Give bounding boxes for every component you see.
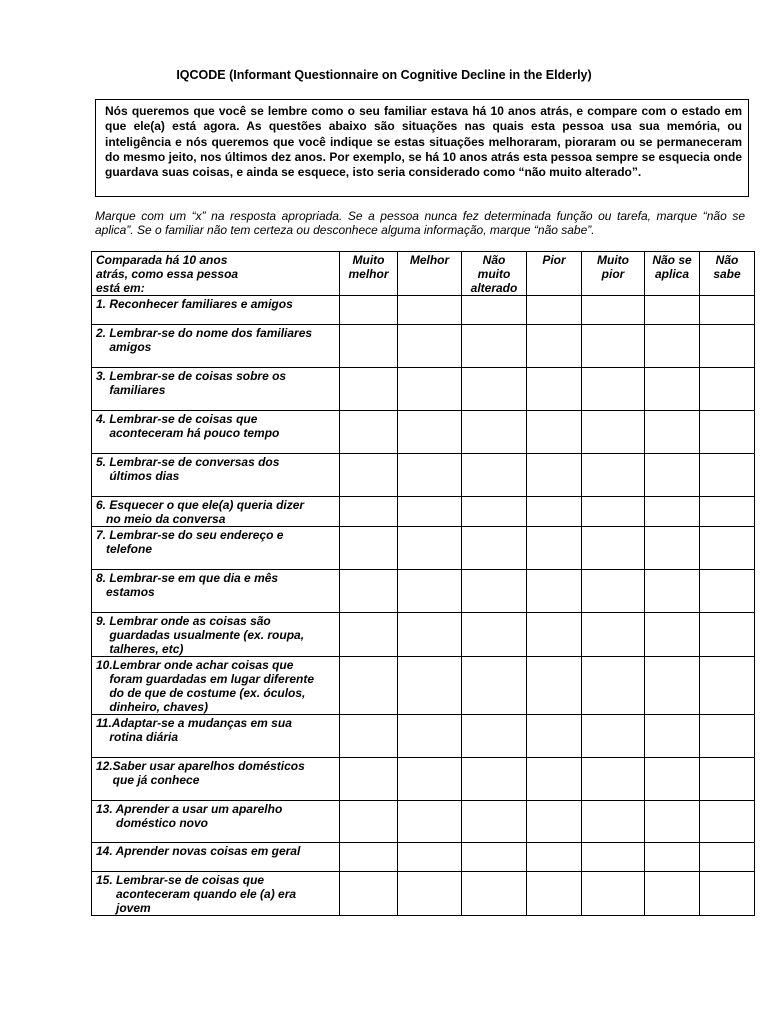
answer-cell-melhor[interactable] [398,368,462,411]
column-header-line: muito [477,267,511,281]
column-header-line: melhor [348,267,389,281]
table-row [92,613,755,657]
question-item-13 [92,801,340,843]
answer-cell-nao-muito-alterado[interactable] [462,758,527,801]
question-text-line: aconteceram há pouco tempo [96,426,280,440]
question-text-line: 10.Lembrar onde achar coisas que [96,658,294,672]
column-header-line: Muito [352,253,385,267]
answer-cell-nao-muito-alterado[interactable] [462,715,527,758]
answer-cell-muito-melhor[interactable] [340,325,398,368]
answer-cell-muito-melhor[interactable] [340,872,398,916]
question-item-8 [92,570,340,613]
answer-cell-melhor[interactable] [398,758,462,801]
question-item-10 [92,657,340,715]
header-label-line: Comparada há 10 anos [96,253,228,267]
answer-cell-nao-sabe[interactable] [700,715,755,758]
answer-cell-nao-se-aplica[interactable] [645,296,700,325]
answer-cell-muito-melhor[interactable] [340,758,398,801]
answer-cell-pior[interactable] [527,368,582,411]
question-item-3 [92,368,340,411]
intro-text: Nós queremos que você se lembre como o seu familiar estava há 10 anos atrás, e compare com o estado em que ele(a) está agora. As questões abaixo são situações nas quais esta pessoa usa sua memória, ou inteligência e nós queremos que você indique se estas situações melhoraram, pioraram ou se permaneceram do mesmo jeito, nos últimos dez anos. Por exemplo, se há 10 anos atrás esta pessoa sempre se esquecia onde guardava suas coisas, e ainda se esquece, isto seria considerado como “não muito alterado”. [105,104,742,180]
table-row [92,715,755,758]
answer-cell-muito-pior[interactable] [582,872,645,916]
answer-cell-nao-muito-alterado[interactable] [462,872,527,916]
answer-cell-melhor[interactable] [398,872,462,916]
answer-cell-pior[interactable] [527,570,582,613]
answer-cell-nao-se-aplica[interactable] [645,497,700,527]
answer-cell-muito-pior[interactable] [582,497,645,527]
answer-cell-pior[interactable] [527,801,582,843]
column-header-line: aplica [654,267,690,281]
answer-cell-muito-melhor[interactable] [340,497,398,527]
answer-cell-nao-sabe[interactable] [700,411,755,454]
answer-cell-nao-se-aplica[interactable] [645,715,700,758]
question-text-line: 6. Esquecer o que ele(a) queria dizer [96,498,305,512]
answer-cell-melhor[interactable] [398,497,462,527]
question-text-line: telefone [96,542,153,556]
question-item-11 [92,715,340,758]
answer-cell-nao-se-aplica[interactable] [645,657,700,715]
answer-cell-nao-muito-alterado[interactable] [462,411,527,454]
answer-cell-nao-sabe[interactable] [700,758,755,801]
question-item-12 [92,758,340,801]
table-row [92,497,755,527]
column-header-line: Não [482,253,506,267]
question-item-2 [92,325,340,368]
question-text-line: 7. Lembrar-se do seu endereço e [96,528,284,542]
answer-cell-nao-sabe[interactable] [700,570,755,613]
answer-cell-nao-muito-alterado[interactable] [462,801,527,843]
question-text-line: 14. Aprender novas coisas em geral [96,844,301,858]
answer-cell-nao-se-aplica[interactable] [645,527,700,570]
answer-cell-pior[interactable] [527,454,582,497]
answer-cell-melhor[interactable] [398,657,462,715]
question-text-line: rotina diária [96,730,179,744]
header-label-line: atrás, como essa pessoa [96,267,239,281]
answer-cell-nao-sabe[interactable] [700,454,755,497]
answer-cell-pior[interactable] [527,527,582,570]
answer-cell-melhor[interactable] [398,296,462,325]
answer-cell-pior[interactable] [527,872,582,916]
answer-cell-pior[interactable] [527,296,582,325]
question-text-line: doméstico novo [96,816,209,830]
answer-cell-nao-muito-alterado[interactable] [462,657,527,715]
answer-cell-muito-melhor[interactable] [340,296,398,325]
answer-cell-pior[interactable] [527,758,582,801]
question-text-line: estamos [96,585,155,599]
question-text-line: últimos dias [96,469,180,483]
answer-cell-muito-pior[interactable] [582,454,645,497]
column-header-muito-melhor [340,252,398,296]
column-header-line: Pior [542,253,566,267]
answer-cell-nao-se-aplica[interactable] [645,411,700,454]
answer-cell-muito-pior[interactable] [582,527,645,570]
answer-cell-muito-melhor[interactable] [340,411,398,454]
answer-cell-nao-se-aplica[interactable] [645,570,700,613]
answer-cell-melhor[interactable] [398,801,462,843]
answer-cell-muito-melhor[interactable] [340,657,398,715]
table-row [92,296,755,325]
instructions-text: Marque com um “x” na resposta apropriada. Se a pessoa nunca fez determinada função ou tarefa, marque “não se aplica”. Se o familiar não tem certeza ou desconhece alguma informação, marque “não sabe”. [95,209,745,237]
answer-cell-pior[interactable] [527,497,582,527]
answer-cell-nao-muito-alterado[interactable] [462,325,527,368]
table-row [92,758,755,801]
table-row [92,368,755,411]
question-text-line: 9. Lembrar onde as coisas são [96,614,271,628]
answer-cell-muito-melhor[interactable] [340,801,398,843]
column-header-line: pior [601,267,625,281]
question-text-line: 13. Aprender a usar um aparelho [96,802,283,816]
answer-cell-nao-muito-alterado[interactable] [462,843,527,872]
answer-cell-muito-pior[interactable] [582,843,645,872]
column-header-line: sabe [713,267,741,281]
question-text-line: no meio da conversa [96,512,226,526]
question-item-6 [92,497,340,527]
answer-cell-muito-melhor[interactable] [340,843,398,872]
column-header-nao-se-aplica [645,252,700,296]
column-header-muito-pior [582,252,645,296]
column-header-line: Não [715,253,739,267]
column-header-line: Não se [652,253,692,267]
table-row [92,872,755,916]
answer-cell-nao-muito-alterado[interactable] [462,368,527,411]
answer-cell-melhor[interactable] [398,843,462,872]
answer-cell-nao-sabe[interactable] [700,368,755,411]
answer-cell-nao-sabe[interactable] [700,527,755,570]
answer-cell-nao-se-aplica[interactable] [645,872,700,916]
answer-cell-muito-melhor[interactable] [340,715,398,758]
question-text-line: 1. Reconhecer familiares e amigos [96,297,293,311]
question-text-line: amigos [96,340,152,354]
answer-cell-melhor[interactable] [398,527,462,570]
question-text-line: do de que de costume (ex. óculos, [96,686,306,700]
intro-text-box [95,99,749,197]
question-text-line: dinheiro, chaves) [96,700,209,714]
answer-cell-nao-se-aplica[interactable] [645,613,700,657]
answer-cell-pior[interactable] [527,657,582,715]
questionnaire-table [91,251,755,916]
question-item-5 [92,454,340,497]
question-text-line: jovem [96,901,151,915]
question-text-line: 2. Lembrar-se do nome dos familiares [96,326,313,340]
answer-cell-muito-pior[interactable] [582,368,645,411]
column-header-pior [527,252,582,296]
answer-cell-nao-sabe[interactable] [700,657,755,715]
table-row [92,843,755,872]
answer-cell-pior[interactable] [527,843,582,872]
answer-cell-muito-melhor[interactable] [340,613,398,657]
answer-cell-muito-melhor[interactable] [340,368,398,411]
question-text-line: 11.Adaptar-se a mudanças em sua [96,716,292,730]
answer-cell-muito-pior[interactable] [582,613,645,657]
answer-cell-melhor[interactable] [398,411,462,454]
answer-cell-nao-se-aplica[interactable] [645,368,700,411]
answer-cell-melhor[interactable] [398,325,462,368]
answer-cell-pior[interactable] [527,613,582,657]
question-text-line: 4. Lembrar-se de coisas que [96,412,258,426]
table-row [92,527,755,570]
answer-cell-nao-muito-alterado[interactable] [462,570,527,613]
column-header-line: alterado [470,281,518,295]
table-row [92,454,755,497]
answer-cell-muito-pior[interactable] [582,570,645,613]
answer-cell-nao-sabe[interactable] [700,325,755,368]
answer-cell-muito-melhor[interactable] [340,527,398,570]
header-comparison-label [92,252,340,296]
question-text-line: talheres, etc) [96,642,184,656]
question-text-line: guardadas usualmente (ex. roupa, [96,628,305,642]
question-item-15 [92,872,340,916]
page-title: IQCODE (Informant Questionnaire on Cognitive Decline in the Elderly) [176,68,592,82]
answer-cell-nao-sabe[interactable] [700,497,755,527]
answer-cell-nao-sabe[interactable] [700,613,755,657]
question-text-line: 12.Saber usar aparelhos domésticos [96,759,305,773]
table-row [92,801,755,843]
answer-cell-muito-pior[interactable] [582,325,645,368]
table-header-row [92,252,755,296]
answer-cell-nao-se-aplica[interactable] [645,454,700,497]
answer-cell-muito-pior[interactable] [582,758,645,801]
answer-cell-muito-pior[interactable] [582,296,645,325]
answer-cell-nao-muito-alterado[interactable] [462,296,527,325]
question-item-4 [92,411,340,454]
question-text-line: aconteceram quando ele (a) era [96,887,297,901]
answer-cell-nao-se-aplica[interactable] [645,843,700,872]
table-row [92,657,755,715]
table-row [92,570,755,613]
table-row [92,411,755,454]
column-header-melhor [398,252,462,296]
answer-cell-nao-sabe[interactable] [700,801,755,843]
question-text-line: familiares [96,383,166,397]
question-text-line: 15. Lembrar-se de coisas que [96,873,265,887]
answer-cell-nao-se-aplica[interactable] [645,325,700,368]
answer-cell-muito-melhor[interactable] [340,454,398,497]
column-header-line: Melhor [409,253,450,267]
question-item-1 [92,296,340,325]
answer-cell-melhor[interactable] [398,570,462,613]
question-text-line: 3. Lembrar-se de coisas sobre os [96,369,287,383]
answer-cell-muito-pior[interactable] [582,411,645,454]
answer-cell-melhor[interactable] [398,454,462,497]
question-text-line: que já conhece [96,773,200,787]
column-header-nao-muito-alterado [462,252,527,296]
answer-cell-nao-muito-alterado[interactable] [462,497,527,527]
answer-cell-muito-melhor[interactable] [340,570,398,613]
answer-cell-pior[interactable] [527,715,582,758]
answer-cell-melhor[interactable] [398,613,462,657]
question-item-14 [92,843,340,872]
answer-cell-nao-sabe[interactable] [700,843,755,872]
answer-cell-nao-sabe[interactable] [700,872,755,916]
question-text-line: 8. Lembrar-se em que dia e mês [96,571,279,585]
question-item-7 [92,527,340,570]
answer-cell-nao-se-aplica[interactable] [645,758,700,801]
answer-cell-nao-muito-alterado[interactable] [462,454,527,497]
answer-cell-muito-pior[interactable] [582,715,645,758]
question-text-line: 5. Lembrar-se de conversas dos [96,455,280,469]
question-text-line: foram guardadas em lugar diferente [96,672,315,686]
answer-cell-muito-pior[interactable] [582,801,645,843]
answer-cell-pior[interactable] [527,325,582,368]
column-header-nao-sabe [700,252,755,296]
table-row [92,325,755,368]
column-header-line: Muito [597,253,629,267]
question-item-9 [92,613,340,657]
answer-cell-nao-sabe[interactable] [700,296,755,325]
answer-cell-nao-se-aplica[interactable] [645,801,700,843]
answer-cell-melhor[interactable] [398,715,462,758]
answer-cell-nao-muito-alterado[interactable] [462,527,527,570]
answer-cell-pior[interactable] [527,411,582,454]
answer-cell-muito-pior[interactable] [582,657,645,715]
header-label-line: está em: [96,281,145,295]
answer-cell-nao-muito-alterado[interactable] [462,613,527,657]
